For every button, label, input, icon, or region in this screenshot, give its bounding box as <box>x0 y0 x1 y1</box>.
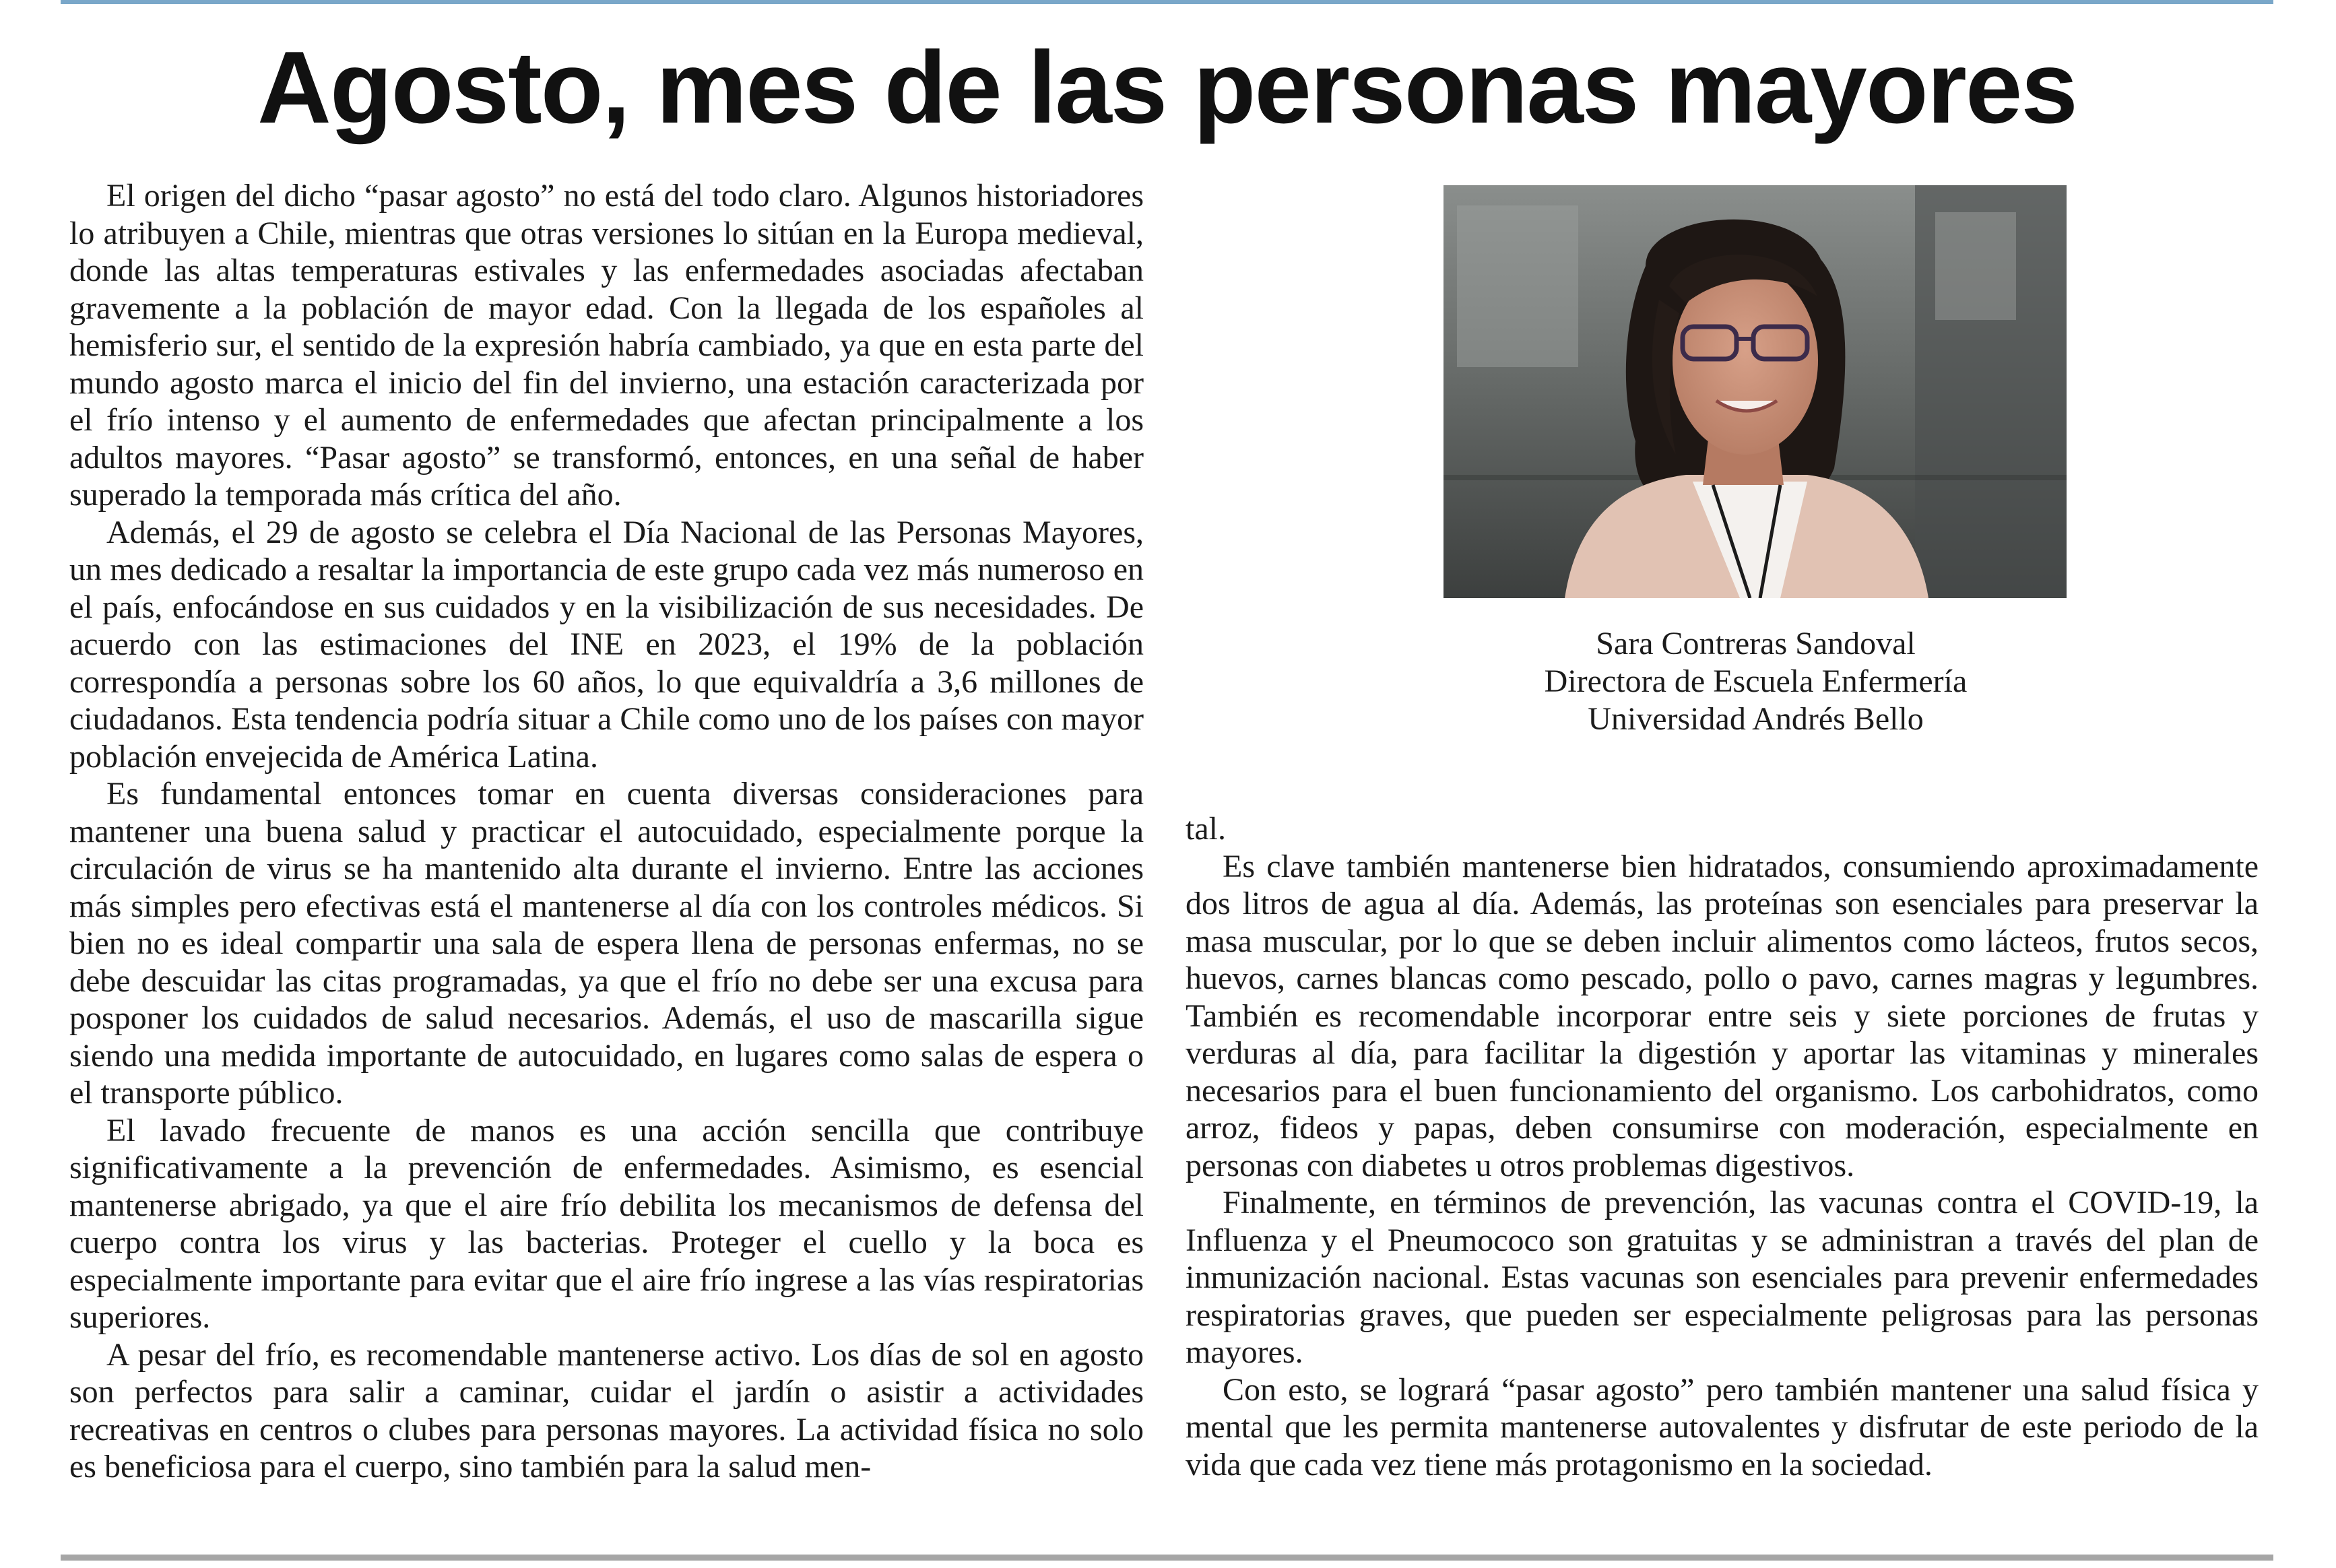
paragraph: A pesar del frío, es recomendable mantenerse activo. Los días de sol en agosto son perfectos para salir a caminar, cuidar el jardín o asistir a actividades recreativas en centros o clubes para personas mayores. La actividad física no solo es beneficiosa para el cuerpo, sino también para la salud men- <box>69 1336 1144 1484</box>
paragraph: Finalmente, en términos de prevención, las vacunas contra el COVID-19, la Influenza y el Pneumococo son gratuitas y se administran a través del plan de inmunización nacional. Estas vacunas son esenciales para prevenir enfermedades respiratorias graves, que pueden ser especialmente peligrosas para las personas mayores. <box>1186 1185 2259 1370</box>
paragraph: El lavado frecuente de manos es una acción sencilla que contribuye significativamente a la prevención de enfermedades. Asimismo, es esencial mantenerse abrigado, ya que el aire frío debilita los mecanismos de defensa del cuerpo contra los virus y las bacterias. Proteger el cuello y la boca es especialmente importante para evitar que el aire frío ingrese a las vías respiratorias superiores. <box>69 1112 1144 1335</box>
paragraph: Es fundamental entonces tomar en cuenta diversas consideraciones para mantener una buena salud y practicar el autocuidado, especialmente porque la circulación de virus se ha mantenido alta durante el invierno. Entre las acciones más simples pero efectivas está el mantenerse al día con los controles médicos. Si bien no es ideal compartir una sala de espera llena de personas enfermas, no se debe descuidar las citas programadas, ya que el frío no debe ser una excusa para posponer los cuidados de salud necesarios. Además, el uso de mascarilla sigue siendo una medida importante de autocuidado, en lugares como salas de espera o el transporte público. <box>69 776 1144 1111</box>
author-institution: Universidad Andrés Bello <box>1588 701 1924 737</box>
author-role: Directora de Escuela Enfermería <box>1544 663 1968 699</box>
paragraph-continuation: tal. <box>1186 811 1226 847</box>
author-photo <box>1443 185 2067 598</box>
bottom-rule <box>61 1555 2273 1561</box>
author-name: Sara Contreras Sandoval <box>1596 626 1916 661</box>
headline: Agosto, mes de las personas mayores <box>257 30 2077 145</box>
photo-caption <box>1388 625 2124 738</box>
paragraph: El origen del dicho “pasar agosto” no está del todo claro. Algunos historiadores lo atribuyen a Chile, mientras que otras versiones lo sitúan en la Europa medieval, donde las altas temperaturas estivales y las enfermedades asociadas afectaban gravemente a la población de mayor edad. Con la llegada de los españoles al hemisferio sur, el sentido de la expresión habría cambiado, ya que en esta parte del mundo agosto marca el inicio del fin del invierno, una estación caracterizada por el frío intenso y el aumento de enfermedades que afectan principalmente a los adultos mayores. “Pasar agosto” se transformó, entonces, en una señal de haber superado la temporada más crítica del año. <box>69 178 1144 513</box>
paragraph: Con esto, se logrará “pasar agosto” pero también mantener una salud física y mental que les permita mantenerse autovalentes y disfrutar de este periodo de la vida que cada vez tiene más protagonismo en la sociedad. <box>1186 1371 2259 1482</box>
paragraph: Es clave también mantenerse bien hidratados, consumiendo aproximadamente dos litros de agua al día. Además, las proteínas son esenciales para preservar la masa muscular, por lo que se deben incluir alimentos como lácteos, frutos secos, huevos, carnes blancas como pescado, pollo o pavo, carnes magras y legumbres. También es recomendable incorporar entre seis y siete porciones de frutas y verduras al día, para facilitar la digestión y aportar las vitaminas y minerales necesarios para el buen funcionamiento del organismo. Los carbohidratos, como arroz, fideos y papas, deben consumirse con moderación, especialmente en personas con diabetes u otros problemas digestivos. <box>1186 848 2259 1183</box>
portrait-illustration <box>1443 185 2067 598</box>
column-right <box>1186 810 2259 1483</box>
paragraph: Además, el 29 de agosto se celebra el Día Nacional de las Personas Mayores, un mes dedicado a resaltar la importancia de este grupo cada vez más numeroso en el país, enfocándose en sus cuidados y en la visibilización de sus necesidades. De acuerdo con las estimaciones del INE en 2023, el 19% de la población correspondía a personas sobre los 60 años, lo que equivaldría a 3,6 millones de ciudadanos. Esta tendencia podría situar a Chile como uno de los países con mayor población envejecida de América Latina. <box>69 514 1144 775</box>
top-rule <box>61 0 2273 4</box>
column-left <box>69 177 1144 1486</box>
